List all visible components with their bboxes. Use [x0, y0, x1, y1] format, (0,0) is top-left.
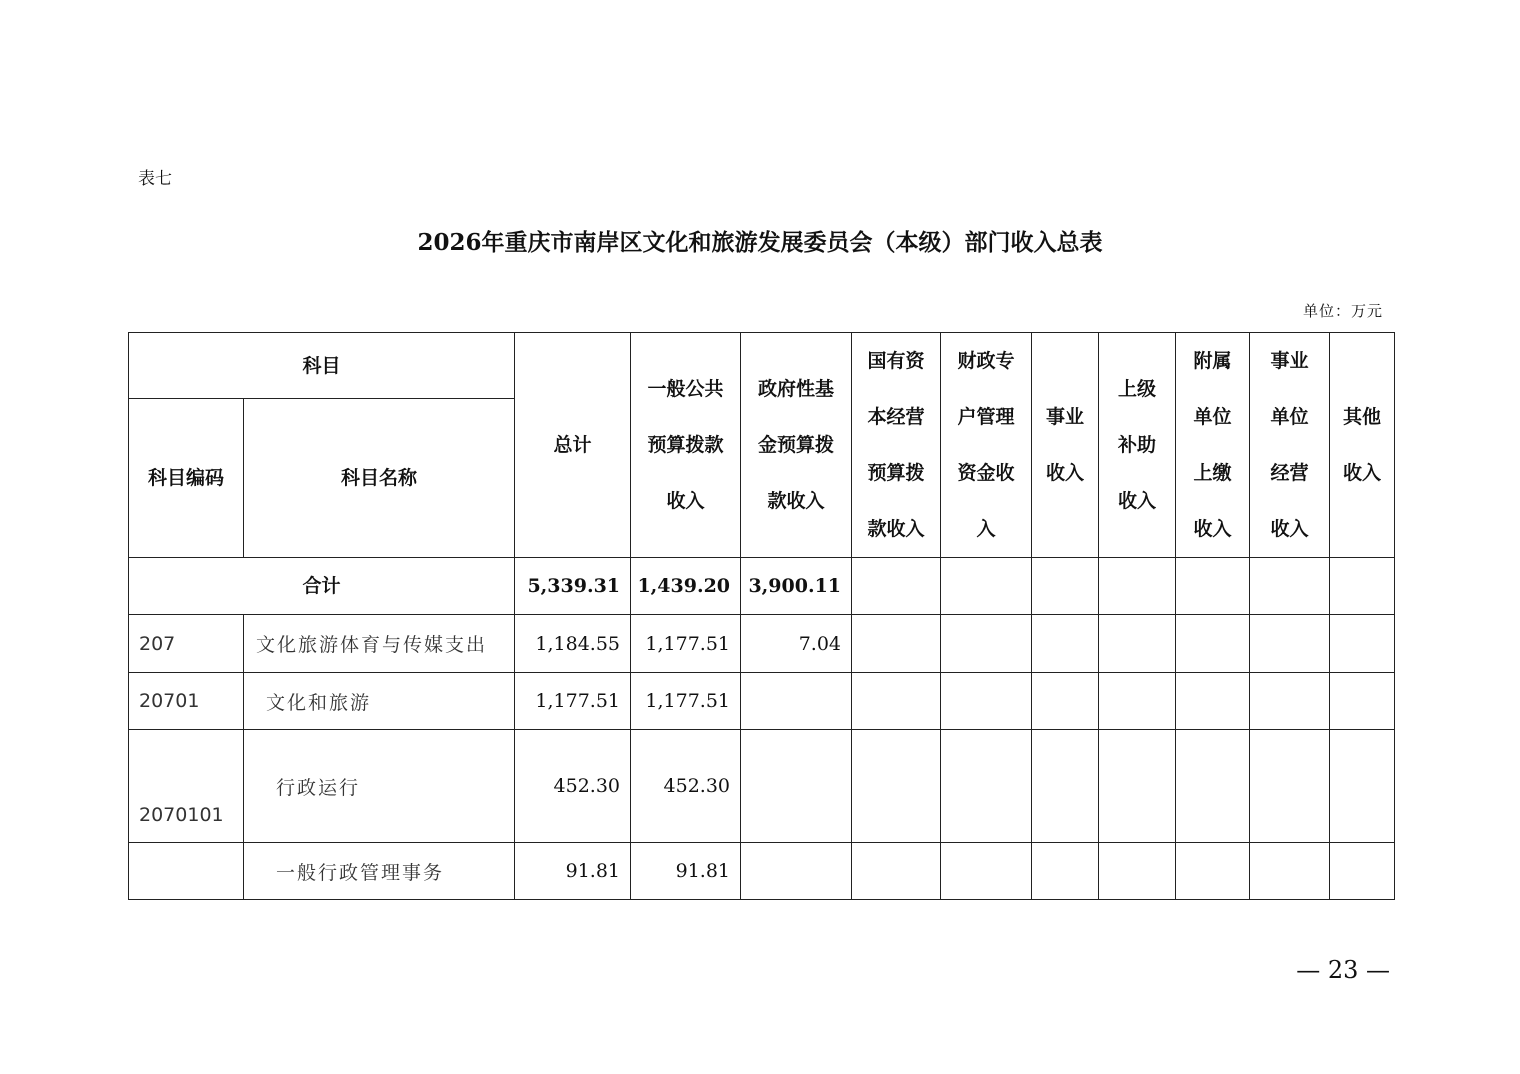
cell-gov-fund [741, 843, 852, 900]
empty-cell [1099, 843, 1176, 900]
empty-cell [1176, 558, 1250, 615]
empty-cell [1099, 673, 1176, 730]
empty-cell [1176, 615, 1250, 673]
cell-name: 一般行政管理事务 [244, 843, 515, 900]
cell-total: 452.30 [515, 730, 631, 843]
empty-cell [1099, 615, 1176, 673]
header-other [1330, 333, 1395, 558]
header-row-1 [129, 333, 1395, 399]
cell-gov-fund [741, 730, 852, 843]
empty-cell [1176, 730, 1250, 843]
header-superior-subsidy [1099, 333, 1176, 558]
header-line: 国有资 [867, 350, 925, 372]
empty-cell [1032, 673, 1099, 730]
income-summary-table [128, 332, 1395, 900]
header-line: 其他 [1343, 406, 1382, 428]
empty-cell [852, 558, 941, 615]
empty-cell [1250, 843, 1330, 900]
header-total: 总计 [515, 333, 631, 558]
header-line: 经营 [1270, 462, 1309, 484]
header-line: 单位 [1193, 406, 1232, 428]
table-row [129, 843, 1395, 900]
empty-cell [941, 615, 1032, 673]
empty-cell [1330, 558, 1395, 615]
header-line: 收入 [666, 490, 705, 512]
header-line: 收入 [1193, 518, 1232, 540]
header-line: 资金收 [957, 462, 1015, 484]
header-line: 款收入 [767, 490, 825, 512]
cell-gov-fund [741, 673, 852, 730]
cell-total: 91.81 [515, 843, 631, 900]
header-line: 收入 [1046, 462, 1085, 484]
empty-cell [852, 730, 941, 843]
cell-code: 2070101 [129, 730, 244, 843]
empty-cell [852, 843, 941, 900]
unit-label: 单位：万元 [1302, 302, 1383, 320]
empty-cell [941, 730, 1032, 843]
cell-name: 文化和旅游 [244, 673, 515, 730]
cell-code: 20701 [129, 673, 244, 730]
header-line: 补助 [1118, 434, 1157, 456]
cell-general-budget: 1,177.51 [631, 615, 741, 673]
header-line: 上缴 [1193, 462, 1232, 484]
total-label: 合计 [129, 558, 515, 615]
empty-cell [1176, 843, 1250, 900]
empty-cell [1330, 673, 1395, 730]
empty-cell [1176, 673, 1250, 730]
header-line: 入 [976, 518, 996, 540]
cell-total: 1,184.55 [515, 615, 631, 673]
table-row [129, 730, 1395, 843]
header-fiscal-special [941, 333, 1032, 558]
cell-general-budget: 1,439.20 [631, 558, 741, 615]
empty-cell [941, 673, 1032, 730]
cell-name: 文化旅游体育与传媒支出 [244, 615, 515, 673]
empty-cell [1250, 615, 1330, 673]
table-row [129, 615, 1395, 673]
header-line: 收入 [1270, 518, 1309, 540]
header-line: 事业 [1270, 350, 1309, 372]
cell-name: 行政运行 [244, 730, 515, 843]
header-line: 上级 [1118, 378, 1157, 400]
cell-general-budget: 452.30 [631, 730, 741, 843]
header-line: 政府性基 [758, 378, 835, 400]
cell-gov-fund: 7.04 [741, 615, 852, 673]
empty-cell [1330, 843, 1395, 900]
empty-cell [941, 558, 1032, 615]
header-line: 户管理 [957, 406, 1015, 428]
header-affiliated [1176, 333, 1250, 558]
header-line: 一般公共 [647, 378, 724, 400]
header-code: 科目编码 [129, 399, 244, 558]
empty-cell [1330, 615, 1395, 673]
empty-cell [1250, 673, 1330, 730]
header-line: 款收入 [867, 518, 925, 540]
empty-cell [852, 673, 941, 730]
cell-general-budget: 91.81 [631, 843, 741, 900]
empty-cell [1032, 558, 1099, 615]
empty-cell [1099, 558, 1176, 615]
header-state-capital [852, 333, 941, 558]
empty-cell [1250, 558, 1330, 615]
cell-code: 207 [129, 615, 244, 673]
header-line: 财政专 [957, 350, 1015, 372]
header-gov-fund [741, 333, 852, 558]
header-business-operation [1250, 333, 1330, 558]
page-number: — 23 — [1296, 956, 1390, 984]
table-label: 表七 [138, 169, 172, 189]
table-row [129, 673, 1395, 730]
empty-cell [941, 843, 1032, 900]
header-line: 预算拨款 [647, 434, 724, 456]
empty-cell [1250, 730, 1330, 843]
header-line: 收入 [1118, 490, 1157, 512]
header-name: 科目名称 [244, 399, 515, 558]
empty-cell [1099, 730, 1176, 843]
header-line: 预算拨 [867, 462, 925, 484]
table-row-total [129, 558, 1395, 615]
header-business [1032, 333, 1099, 558]
document-title: 2026年重庆市南岸区文化和旅游发展委员会（本级）部门收入总表 [417, 229, 1103, 256]
header-line: 附属 [1193, 350, 1232, 372]
header-line: 金预算拨 [758, 434, 835, 456]
cell-gov-fund: 3,900.11 [741, 558, 852, 615]
empty-cell [1032, 843, 1099, 900]
header-line: 本经营 [867, 406, 925, 428]
empty-cell [1032, 615, 1099, 673]
header-general-budget [631, 333, 741, 558]
header-line: 事业 [1046, 406, 1085, 428]
empty-cell [1032, 730, 1099, 843]
cell-general-budget: 1,177.51 [631, 673, 741, 730]
header-line: 单位 [1270, 406, 1309, 428]
cell-code [129, 843, 244, 900]
empty-cell [1330, 730, 1395, 843]
cell-total: 5,339.31 [515, 558, 631, 615]
header-subject-group: 科目 [129, 333, 515, 399]
header-line: 收入 [1343, 462, 1382, 484]
empty-cell [852, 615, 941, 673]
cell-total: 1,177.51 [515, 673, 631, 730]
